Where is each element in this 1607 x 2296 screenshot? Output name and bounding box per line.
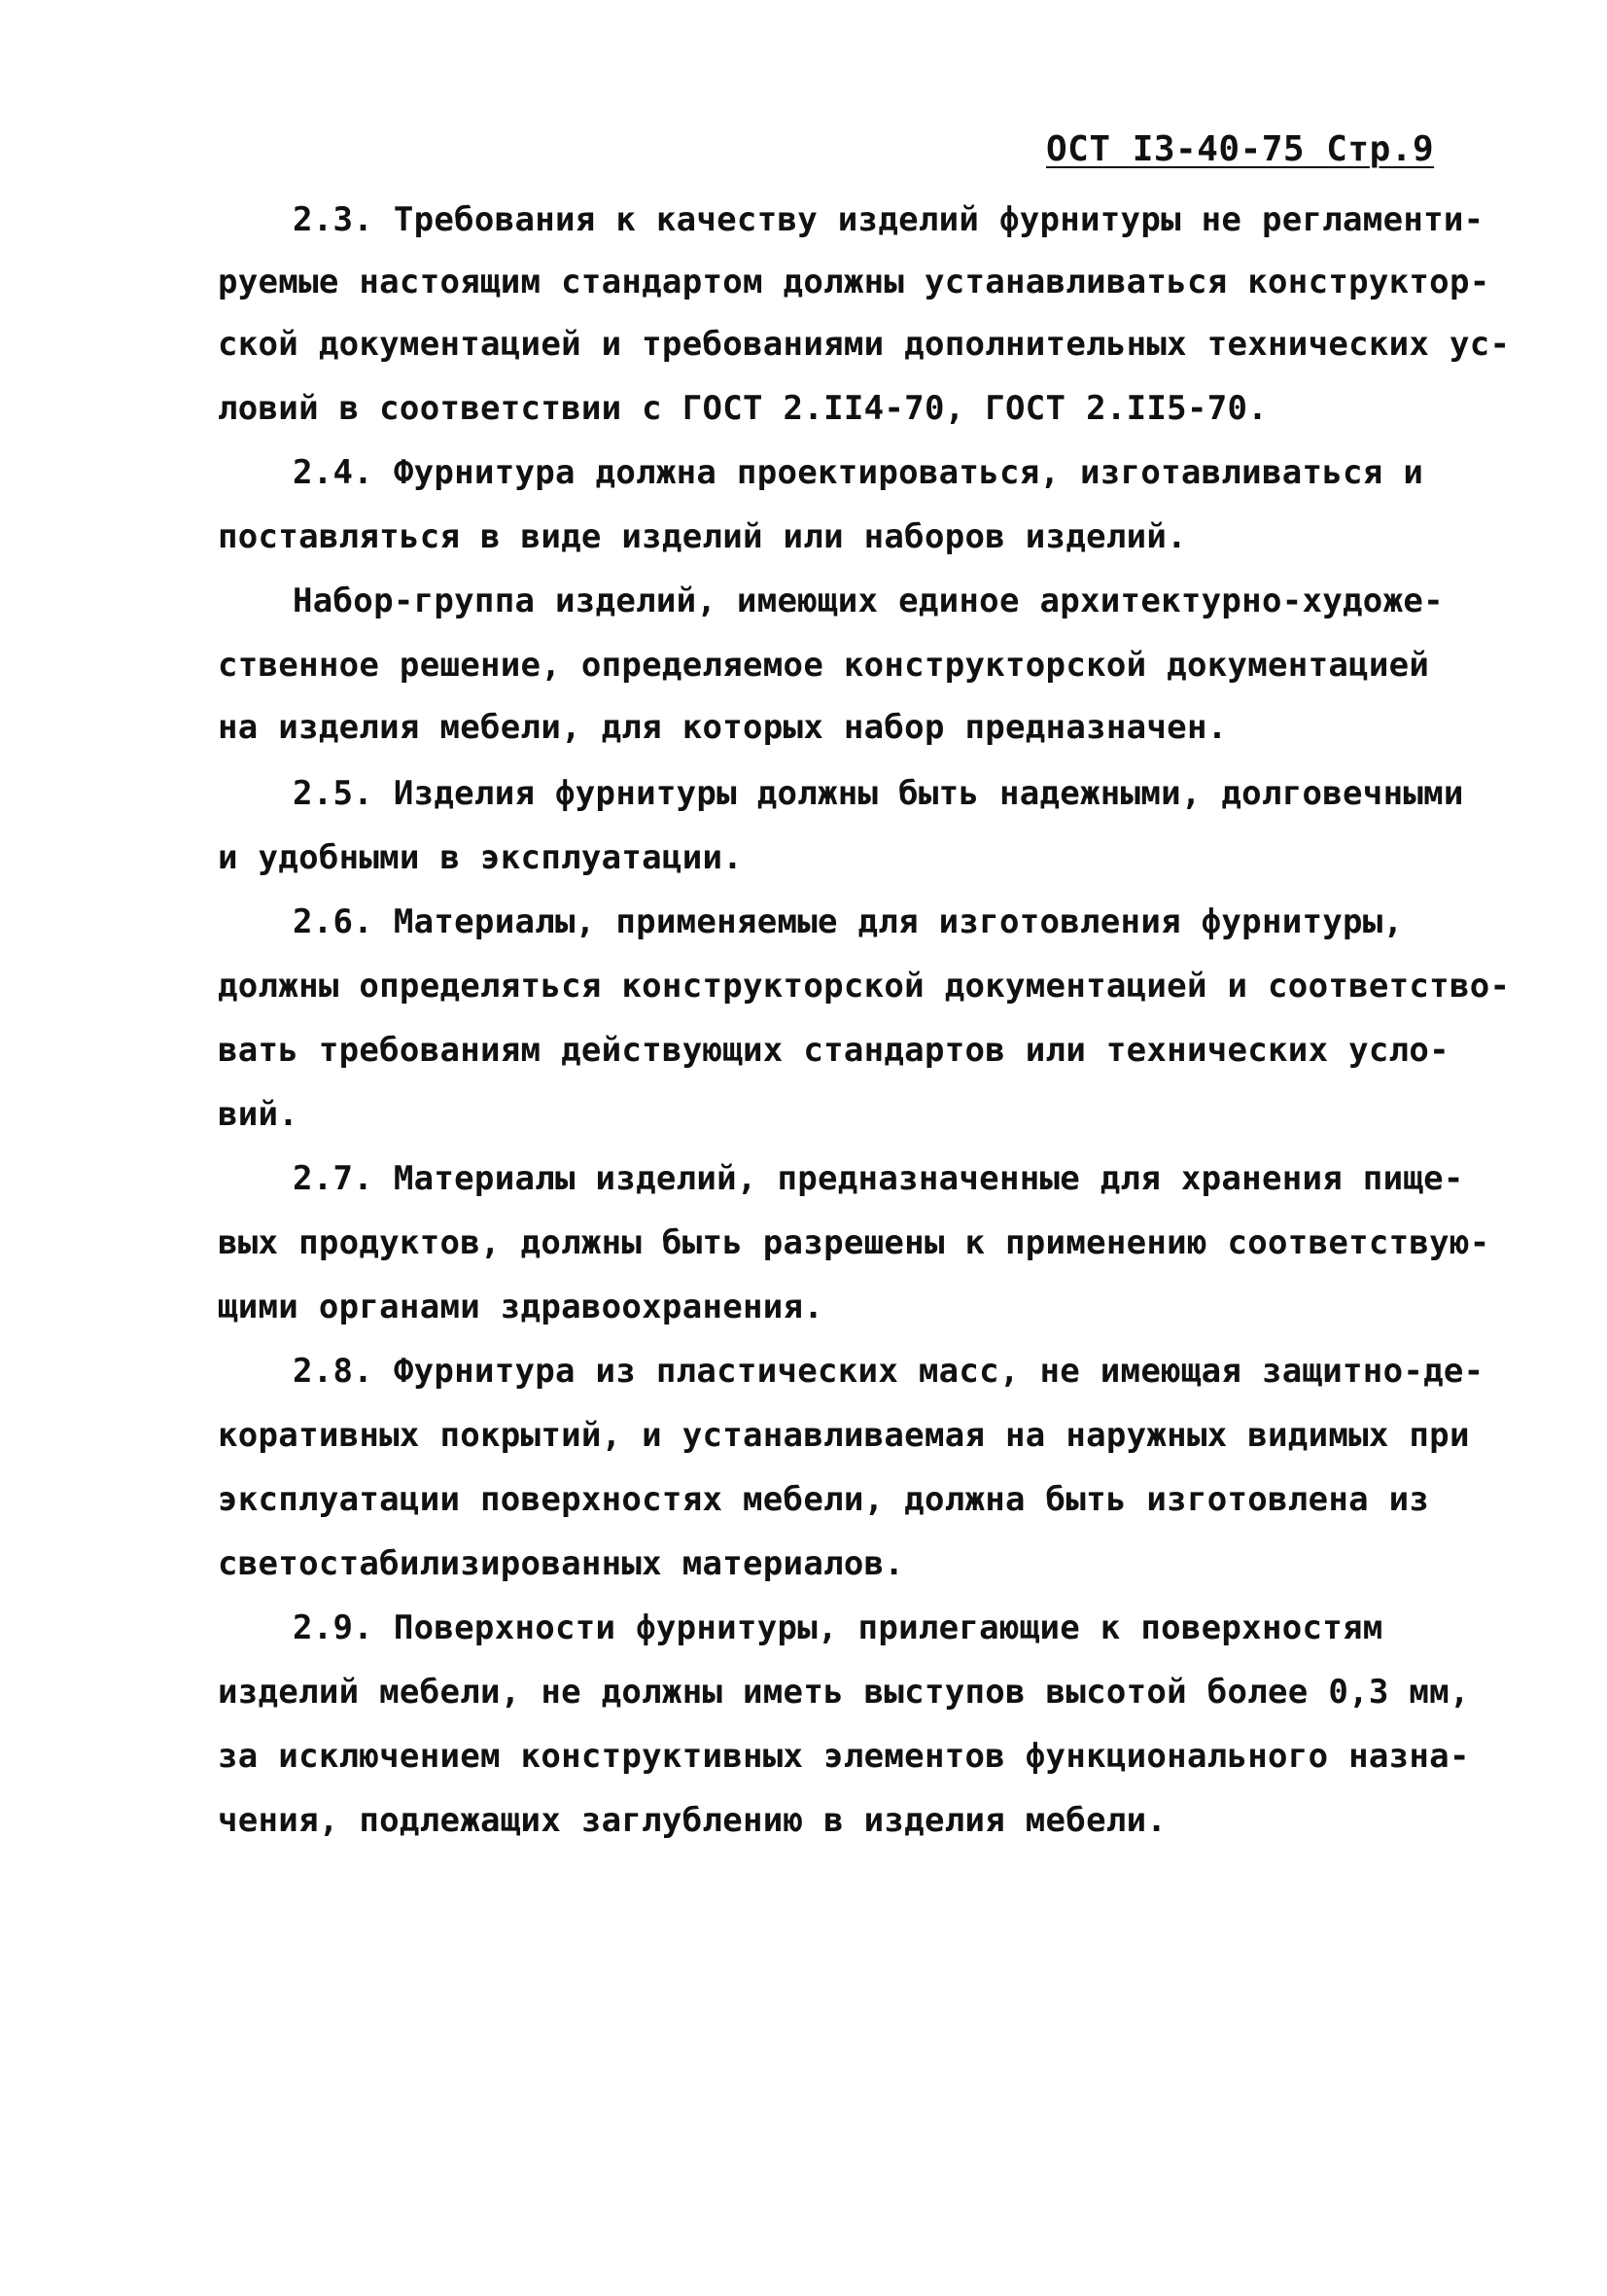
text-line: ской документацией и требованиями дополнительных технических ус- <box>218 325 1511 364</box>
text-line: ственное решение, определяемое конструкторской документацией <box>218 646 1430 685</box>
text-line: вых продуктов, должны быть разрешены к применению соответствую- <box>218 1223 1490 1262</box>
text-line: коративных покрытий, и устанавливаемая на наружных видимых при <box>218 1416 1470 1455</box>
text-line: на изделия мебели, для которых набор предназначен. <box>218 708 1228 747</box>
text-line: щими органами здравоохранения. <box>218 1288 824 1326</box>
text-line: и удобными в эксплуатации. <box>218 838 744 877</box>
text-line: вий. <box>218 1095 299 1134</box>
text-line-2-3: 2.3. Требования к качеству изделий фурнитуры не регламенти- <box>293 200 1485 239</box>
document-header: ОСТ I3-40-75 Стр.9 <box>1046 129 1435 169</box>
text-line-2-4: 2.4. Фурнитура должна проектироваться, изготавливаться и <box>293 453 1424 492</box>
text-line: вать требованиям действующих стандартов или технических усло- <box>218 1031 1450 1070</box>
text-line: ловий в соответствии с ГОСТ 2.II4-70, ГОСТ 2.II5-70. <box>218 389 1269 428</box>
text-line-2-5: 2.5. Изделия фурнитуры должны быть надежными, долговечными <box>293 774 1464 813</box>
text-line-2-9: 2.9. Поверхности фурнитуры, прилегающие к поверхностям <box>293 1608 1383 1647</box>
text-line: эксплуатации поверхностях мебели, должна быть изготовлена из <box>218 1480 1430 1519</box>
text-line: руемые настоящим стандартом должны устанавливаться конструктор- <box>218 263 1490 301</box>
text-line: поставляться в виде изделий или наборов изделий. <box>218 517 1187 556</box>
text-line-2-6: 2.6. Материалы, применяемые для изготовления фурнитуры, <box>293 902 1404 941</box>
text-line-2-7: 2.7. Материалы изделий, предназначенные для хранения пище- <box>293 1159 1464 1198</box>
text-line: светостабилизированных материалов. <box>218 1544 905 1583</box>
text-line: чения, подлежащих заглублению в изделия мебели. <box>218 1801 1168 1840</box>
text-line-nabor: Набор-группа изделий, имеющих единое архитектурно-художе- <box>293 582 1444 620</box>
text-line: за исключением конструктивных элементов функционального назна- <box>218 1737 1470 1776</box>
text-line: должны определяться конструкторской документацией и соответство- <box>218 967 1511 1006</box>
text-line: изделий мебели, не должны иметь выступов высотой более 0,3 мм, <box>218 1673 1470 1712</box>
text-line-2-8: 2.8. Фурнитура из пластических масс, не имеющая защитно-де- <box>293 1352 1485 1391</box>
